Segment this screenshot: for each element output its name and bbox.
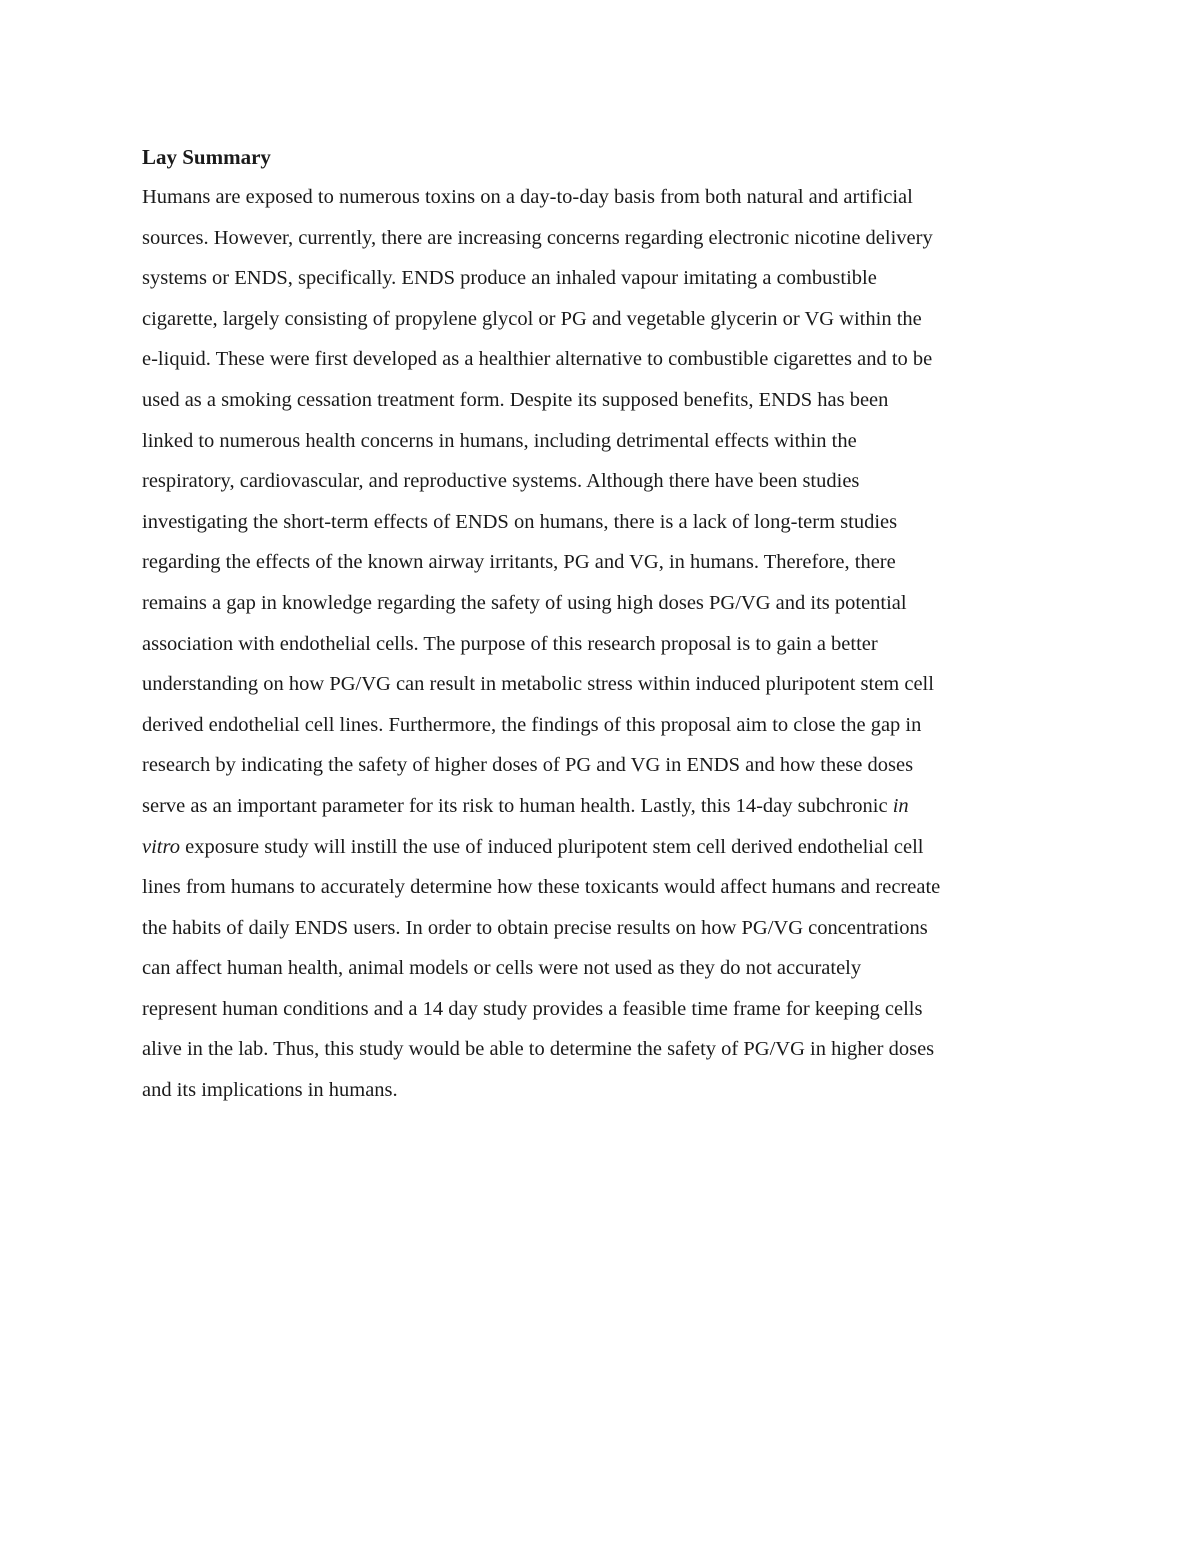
paragraph-line: can affect human health, animal models or cells were not used as they do not accurately [142, 957, 862, 980]
paragraph-line: investigating the short-term effects of ENDS on humans, there is a lack of long-term studies [142, 510, 898, 533]
paragraph-line [142, 786, 1072, 827]
paragraph-line: research by indicating the safety of higher doses of PG and VG in ENDS and how these doses [142, 754, 914, 777]
italic-text: vitro [142, 835, 180, 858]
paragraph-line: lines from humans to accurately determine how these toxicants would affect humans and recreate [142, 876, 941, 899]
paragraph-line: derived endothelial cell lines. Furthermore, the findings of this proposal aim to close the gap in [142, 713, 922, 736]
paragraph-line [142, 827, 1072, 868]
paragraph-line: systems or ENDS, specifically. ENDS produce an inhaled vapour imitating a combustible [142, 267, 877, 290]
paragraph-line: the habits of daily ENDS users. In order to obtain precise results on how PG/VG concentrations [142, 916, 928, 939]
paragraph-line: respiratory, cardiovascular, and reproductive systems. Although there have been studies [142, 470, 860, 493]
paragraph-line: represent human conditions and a 14 day study provides a feasible time frame for keeping cells [142, 997, 923, 1020]
paragraph-text: exposure study will instill the use of induced pluripotent stem cell derived endothelial cell [179, 835, 924, 858]
section-heading: Lay Summary [142, 145, 271, 169]
italic-text: in [892, 794, 909, 817]
paragraph-line: understanding on how PG/VG can result in metabolic stress within induced pluripotent stem cell [142, 673, 934, 696]
paragraph-line: alive in the lab. Thus, this study would be able to determine the safety of PG/VG in higher doses [142, 1038, 935, 1061]
paragraph-line: remains a gap in knowledge regarding the safety of using high doses PG/VG and its potential [142, 591, 907, 614]
lay-summary-paragraph [142, 177, 1072, 1111]
paragraph-line: and its implications in humans. [142, 1079, 398, 1102]
paragraph-line: cigarette, largely consisting of propylene glycol or PG and vegetable glycerin or VG within the [142, 307, 922, 330]
paragraph-line: e-liquid. These were first developed as a healthier alternative to combustible cigarettes and to be [142, 348, 933, 371]
paragraph-line: regarding the effects of the known airway irritants, PG and VG, in humans. Therefore, there [142, 551, 896, 574]
paragraph-line: linked to numerous health concerns in humans, including detrimental effects within the [142, 429, 857, 452]
paragraph-line: used as a smoking cessation treatment form. Despite its supposed benefits, ENDS has been [142, 388, 889, 411]
paragraph-text: serve as an important parameter for its risk to human health. Lastly, this 14-day subchronic [142, 794, 893, 817]
paragraph-line: association with endothelial cells. The purpose of this research proposal is to gain a better [142, 632, 878, 655]
paragraph-line: sources. However, currently, there are increasing concerns regarding electronic nicotine delivery [142, 226, 933, 249]
paragraph-line: Humans are exposed to numerous toxins on a day-to-day basis from both natural and artificial [142, 186, 913, 208]
